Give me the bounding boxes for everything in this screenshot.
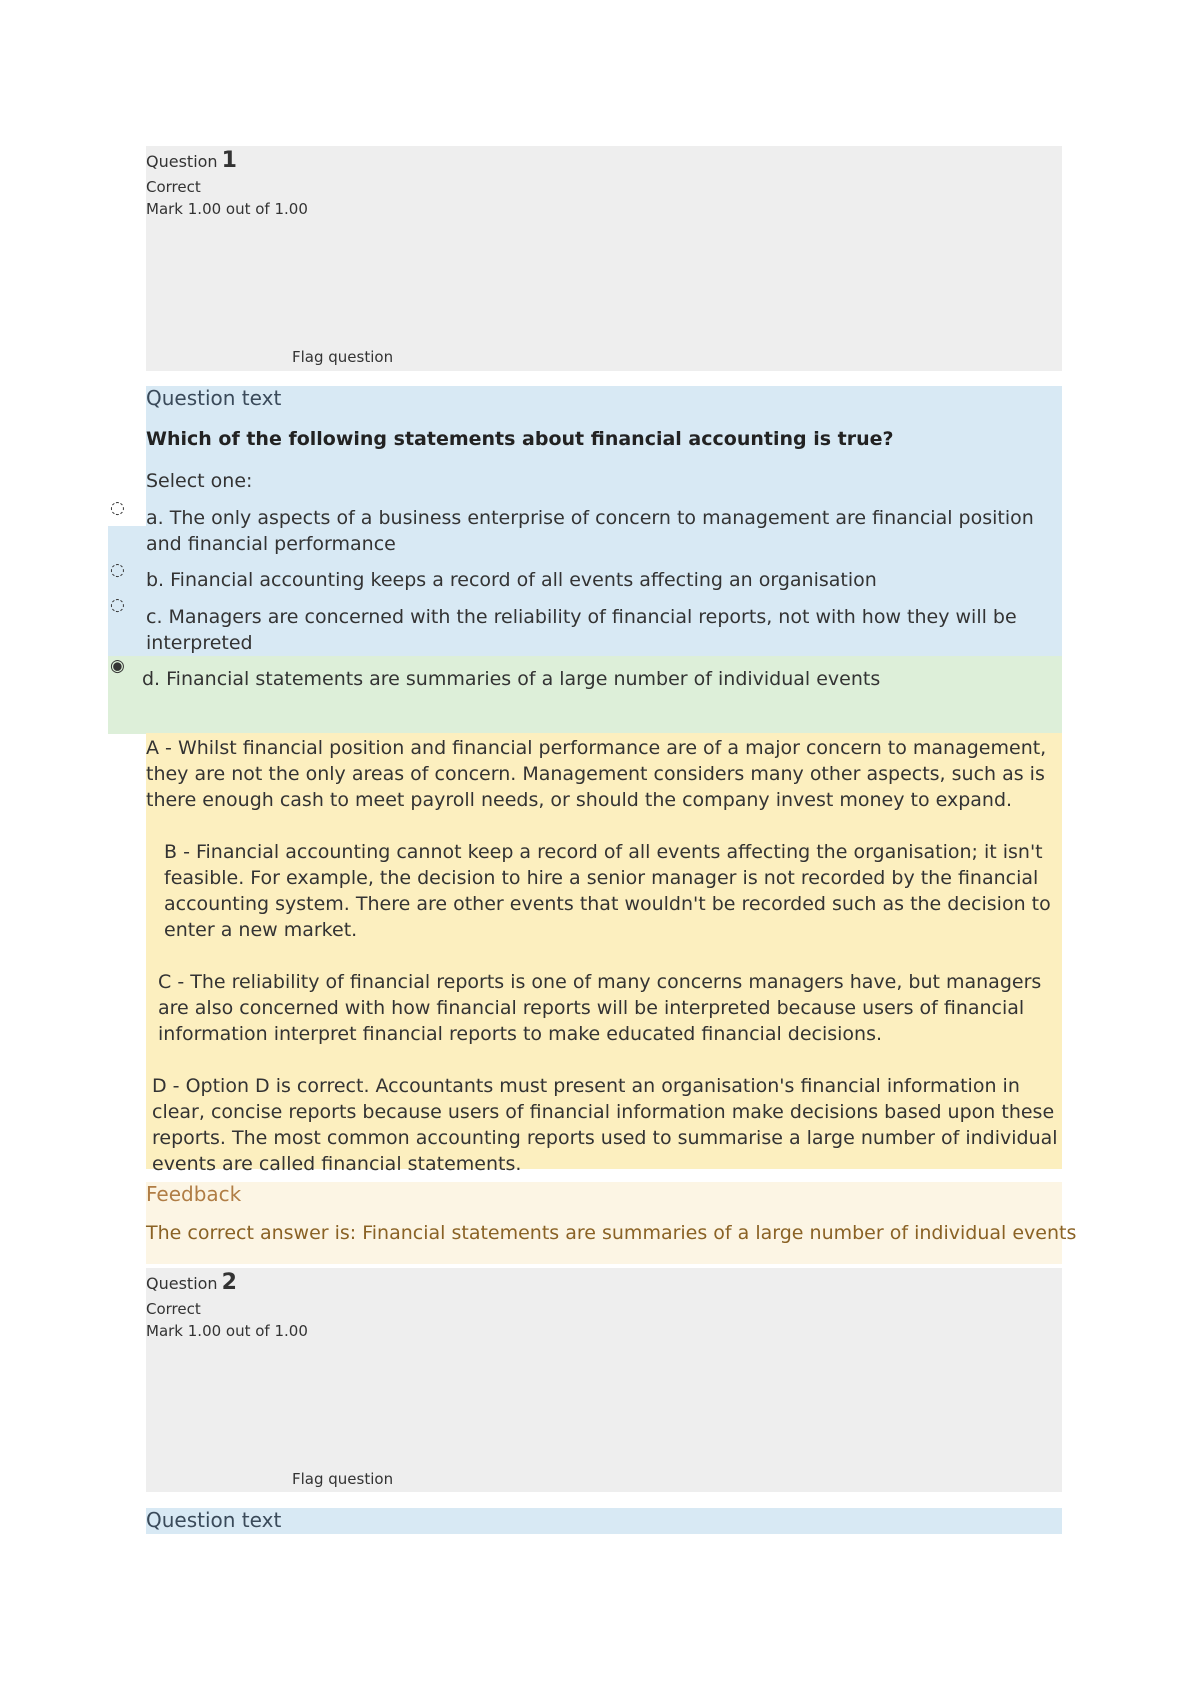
answer-option-b[interactable]: b. Financial accounting keeps a record of all events affecting an organisation bbox=[146, 569, 877, 591]
question-number: 1 bbox=[221, 148, 237, 173]
radio-unchecked-icon[interactable]: ◌ bbox=[110, 595, 125, 615]
feedback-separator: - bbox=[166, 1075, 186, 1097]
feedback-separator: - bbox=[171, 971, 191, 993]
question-grade: Mark 1.00 out of 1.00 bbox=[146, 200, 308, 218]
question-label: Question bbox=[146, 1274, 218, 1293]
feedback-separator: - bbox=[159, 737, 178, 759]
radio-unchecked-icon[interactable]: ◌ bbox=[110, 498, 125, 518]
answer-option-d[interactable]: d. Financial statements are summaries of a large number of individual events bbox=[142, 668, 881, 690]
feedback-key: A bbox=[146, 737, 159, 759]
question-number-line bbox=[146, 148, 237, 173]
question-info bbox=[146, 146, 1062, 371]
question-state: Correct bbox=[146, 178, 201, 196]
answer-band bbox=[108, 526, 148, 656]
feedback-text: Option D is correct. Accountants must present an organisation's financial information in clear, concise reports because users of financial information make decisions based upon these reports. The most common accounting reports used to summarise a large number of individual events are called financial statements. bbox=[152, 1075, 1058, 1175]
feedback-paragraph-a bbox=[146, 733, 1062, 813]
radio-unchecked-icon[interactable]: ◌ bbox=[110, 560, 125, 580]
question-label: Question bbox=[146, 152, 218, 171]
answer-option-a[interactable]: a. The only aspects of a business enterprise of concern to management are financial position and financial performance bbox=[146, 507, 1034, 555]
feedback-key: D bbox=[152, 1075, 167, 1097]
radio-checked-icon[interactable]: ◉ bbox=[110, 656, 125, 676]
feedback-text: Financial accounting cannot keep a record of all events affecting the organisation; it isn't feasible. For example, the decision to hire a senior manager is not recorded by the financial accounting system. There are other events that wouldn't be recorded such as the decision to enter a new market. bbox=[164, 841, 1051, 941]
right-answer-text: The correct answer is: Financial statements are summaries of a large number of individual events bbox=[146, 1222, 1077, 1244]
question-text: Which of the following statements about financial accounting is true? bbox=[146, 428, 894, 450]
question-text-box bbox=[146, 1508, 1062, 1534]
feedback-paragraph-b bbox=[146, 839, 1062, 943]
question-text-heading: Question text bbox=[146, 386, 282, 410]
select-one-prompt: Select one: bbox=[146, 470, 253, 492]
feedback-text: Whilst financial position and financial performance are of a major concern to management, they are not the only areas of concern. Management considers many other aspects, such as is there enough cash to meet payroll needs, or should the company invest money to expand. bbox=[146, 737, 1047, 811]
question-number: 2 bbox=[221, 1270, 237, 1295]
feedback-text: The reliability of financial reports is one of many concerns managers have, but managers are also concerned with how financial reports will be interpreted because users of financial information interpret financial reports to make educated financial decisions. bbox=[158, 971, 1042, 1045]
feedback-paragraph-d bbox=[146, 1073, 1062, 1177]
flag-question-link[interactable]: Flag question bbox=[292, 348, 394, 366]
question-info bbox=[146, 1268, 1062, 1492]
question-number-line bbox=[146, 1270, 237, 1295]
feedback-separator: - bbox=[177, 841, 196, 863]
feedback-paragraph-c bbox=[146, 969, 1062, 1047]
feedback-heading: Feedback bbox=[146, 1182, 242, 1206]
question-state: Correct bbox=[146, 1300, 201, 1318]
general-feedback bbox=[146, 1182, 1077, 1264]
question-grade: Mark 1.00 out of 1.00 bbox=[146, 1322, 308, 1340]
feedback-key: B bbox=[164, 841, 178, 863]
question-text-heading: Question text bbox=[146, 1508, 282, 1532]
specific-feedback bbox=[146, 733, 1062, 1175]
flag-question-link[interactable]: Flag question bbox=[292, 1470, 394, 1488]
answer-option-c[interactable]: c. Managers are concerned with the reliability of financial reports, not with how they will be interpreted bbox=[146, 606, 1017, 654]
feedback-key: C bbox=[158, 971, 172, 993]
